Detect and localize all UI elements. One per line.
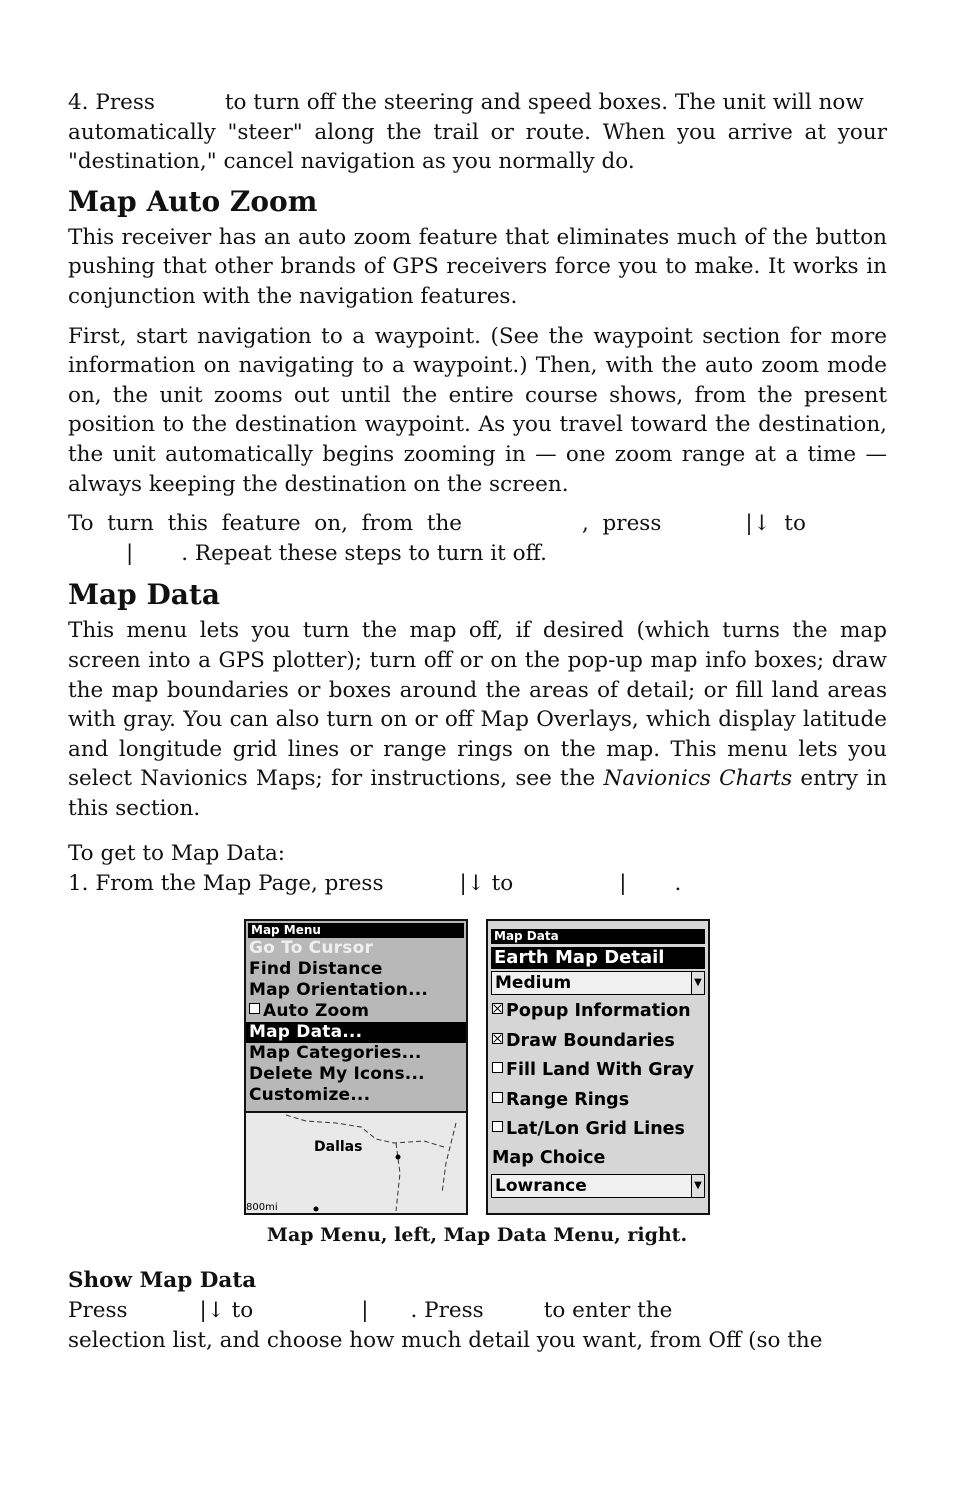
l1-e: to enter the — [543, 1298, 673, 1323]
menu-item-auto-zoom[interactable] — [246, 1001, 466, 1022]
figure-caption: Map Menu, left, Map Data Menu, right. — [266, 1224, 688, 1246]
map-choice-value: Lowrance — [495, 1175, 587, 1196]
map-data-step1 — [68, 869, 887, 899]
option-draw-boundaries[interactable] — [488, 1027, 708, 1057]
auto-zoom-p3-line2 — [68, 539, 887, 569]
step1-c: | — [619, 871, 627, 897]
heading-map-auto-zoom: Map Auto Zoom — [68, 184, 318, 218]
menu-item-find-distance[interactable]: Find Distance — [249, 959, 383, 979]
navionics-charts-ref: Navionics Charts — [603, 766, 793, 792]
checked-checkbox-icon[interactable] — [492, 1003, 503, 1014]
map-data-p1 — [68, 616, 887, 823]
map-city-label: Dallas — [314, 1139, 363, 1155]
checkbox-icon[interactable] — [249, 1003, 260, 1014]
map-data-title: Map Data — [491, 929, 705, 944]
p3-c: |↓ to — [745, 511, 806, 537]
map-menu-title: Map Menu — [248, 923, 464, 938]
map-view — [246, 1113, 466, 1213]
map-choice-label: Map Choice — [492, 1147, 606, 1168]
lat-lon-grid-label: Lat/Lon Grid Lines — [506, 1119, 685, 1139]
popup-information-label: Popup Information — [506, 1001, 691, 1021]
step4-line1-rest: to turn off the steering and speed boxes. The unit will now — [224, 90, 864, 115]
fill-land-label: Fill Land With Gray — [506, 1060, 694, 1080]
p3-b: , press — [582, 511, 662, 537]
checkbox-icon[interactable] — [492, 1092, 503, 1103]
map-data-p1-a: This menu lets you turn the map off, if desired (which turns the map screen into a GPS plotter); turn off or on the pop-up map info boxes; draw the map boundaries or boxes around the areas of detail; or fill land areas with gray. You can also turn on or off Map Overlays, which display latitude and longitude grid lines or range rings on the map. This menu lets you select Navionics Maps; for instructions, see the — [68, 618, 887, 792]
earth-map-detail-heading: Earth Map Detail — [491, 947, 705, 969]
option-range-rings[interactable] — [488, 1086, 708, 1116]
auto-zoom-p3-line1 — [68, 509, 887, 539]
show-map-data-section — [68, 1266, 887, 1355]
step4-prefix: 4. Press — [68, 90, 155, 115]
p3-d: | — [126, 540, 134, 566]
show-map-data-line1 — [68, 1296, 887, 1326]
l1-c: | — [361, 1298, 369, 1323]
map-boundaries-icon — [246, 1113, 466, 1213]
map-data-screen — [486, 919, 710, 1215]
page-body — [68, 88, 887, 899]
p3-e: . Repeat these steps to turn it off. — [181, 540, 547, 566]
l1-a: Press — [68, 1298, 128, 1323]
menu-item-map-categories[interactable]: Map Categories... — [249, 1043, 422, 1063]
auto-zoom-p1: This receiver has an auto zoom feature that eliminates much of the button pushing that other brands of GPS receivers force you to make. It works in conjunction with the navigation features. — [68, 224, 887, 309]
heading-show-map-data: Show Map Data — [68, 1268, 257, 1293]
map-scale-label: 800mi — [246, 1202, 278, 1213]
menu-item-map-data[interactable]: Map Data... — [246, 1022, 466, 1043]
map-menu — [246, 921, 466, 1113]
option-lat-lon-grid-lines[interactable] — [488, 1115, 708, 1145]
checkbox-icon[interactable] — [492, 1062, 503, 1073]
show-map-data-line2: selection list, and choose how much detail you want, from Off (so the — [68, 1327, 823, 1353]
chevron-down-icon[interactable]: ▼ — [691, 1175, 704, 1197]
step1-b: |↓ to — [459, 871, 514, 897]
checked-checkbox-icon[interactable] — [492, 1033, 503, 1044]
range-rings-label: Range Rings — [506, 1089, 630, 1110]
detail-level-value: Medium — [495, 973, 572, 993]
p3-a: To turn this feature on, from the — [68, 511, 463, 537]
step1-d: . — [674, 871, 682, 897]
map-data-p1-b: entry in this section. — [68, 766, 887, 821]
step4-rest: automatically "steer" along the trail or route. When you arrive at your "destination," cancel navigation as you normally do. — [68, 119, 887, 175]
draw-boundaries-label: Draw Boundaries — [506, 1030, 675, 1051]
auto-zoom-p2: First, start navigation to a waypoint. (See the waypoint section for more information on navigating to a waypoint.) Then, with the auto zoom mode on, the unit zooms out until the entire course shows, from the present position to the destination waypoint. As you travel toward the destination, the unit automatically begins zooming in — one zoom range at a time — always keeping the destination on the screen. — [68, 323, 887, 497]
l1-d: . Press — [410, 1298, 484, 1323]
menu-item-delete-my-icons[interactable]: Delete My Icons... — [249, 1064, 425, 1084]
option-fill-land-with-gray[interactable] — [488, 1056, 708, 1086]
auto-zoom-label: Auto Zoom — [263, 1001, 370, 1021]
option-popup-information[interactable] — [488, 997, 708, 1027]
checkbox-icon[interactable] — [492, 1121, 503, 1132]
map-menu-screen — [244, 919, 468, 1215]
get-to-map-data: To get to Map Data: — [68, 841, 286, 867]
l1-b: |↓ to — [199, 1298, 254, 1323]
screenshots — [244, 919, 712, 1219]
chevron-down-icon[interactable]: ▼ — [691, 972, 704, 994]
step1-a: 1. From the Map Page, press — [68, 871, 384, 897]
detail-level-dropdown[interactable] — [491, 971, 705, 995]
heading-map-data: Map Data — [68, 578, 220, 612]
map-choice-dropdown[interactable] — [491, 1174, 705, 1198]
step4-line1 — [68, 88, 887, 118]
menu-item-customize[interactable]: Customize... — [249, 1085, 371, 1105]
menu-item-map-orientation[interactable]: Map Orientation... — [249, 980, 429, 1000]
menu-item-go-to-cursor[interactable]: Go To Cursor — [249, 938, 374, 958]
